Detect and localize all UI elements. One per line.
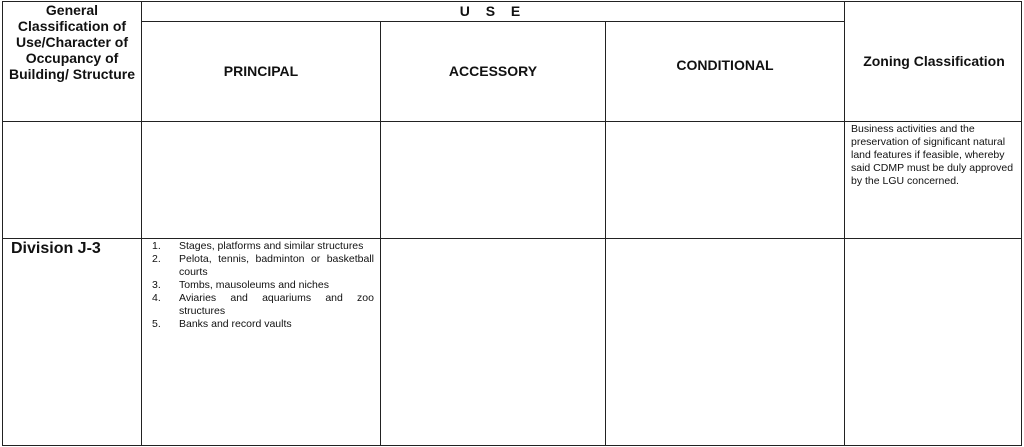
col-divider-2 [380, 21, 381, 446]
zoning-classification-header: Zoning Classification [863, 53, 1005, 69]
use-header: U S E [459, 3, 527, 19]
list-item-number: 5. [152, 318, 161, 330]
principal-use-list [152, 240, 374, 331]
list-item-number: 2. [152, 253, 161, 265]
list-item [152, 253, 374, 279]
list-item-number: 4. [152, 292, 161, 304]
list-item-number: 3. [152, 279, 161, 291]
list-item [152, 318, 374, 331]
list-item-text: Banks and record vaults [179, 318, 292, 330]
principal-header: PRINCIPAL [223, 63, 299, 79]
conditional-header: CONDITIONAL [676, 57, 774, 73]
header-bottom-border [2, 121, 1022, 122]
row-divider [2, 238, 1022, 239]
classification-header: General Classification of Use/Character of Occupancy of Building/ Structure [9, 2, 135, 82]
use-header-divider [141, 21, 844, 22]
accessory-header: ACCESSORY [448, 63, 538, 79]
list-item-number: 1. [152, 240, 161, 252]
list-item [152, 292, 374, 318]
table-border-bottom [2, 445, 1022, 446]
list-item [152, 240, 374, 253]
table-border-top [2, 1, 1022, 2]
list-item-text: Pelota, tennis, badminton or basketball courts [179, 253, 374, 278]
zoning-classification-text: Business activities and the preservation of significant natural land features if feasible, whereby said CDMP must be duly approved by the LGU concerned. [851, 123, 1014, 187]
division-label: Division J-3 [11, 240, 101, 257]
list-item-text: Stages, platforms and similar structures [179, 240, 364, 252]
col-divider-3 [605, 21, 606, 446]
list-item-text: Aviaries and aquariums and zoo structures [179, 292, 374, 317]
list-item [152, 279, 374, 292]
list-item-text: Tombs, mausoleums and niches [179, 279, 329, 291]
